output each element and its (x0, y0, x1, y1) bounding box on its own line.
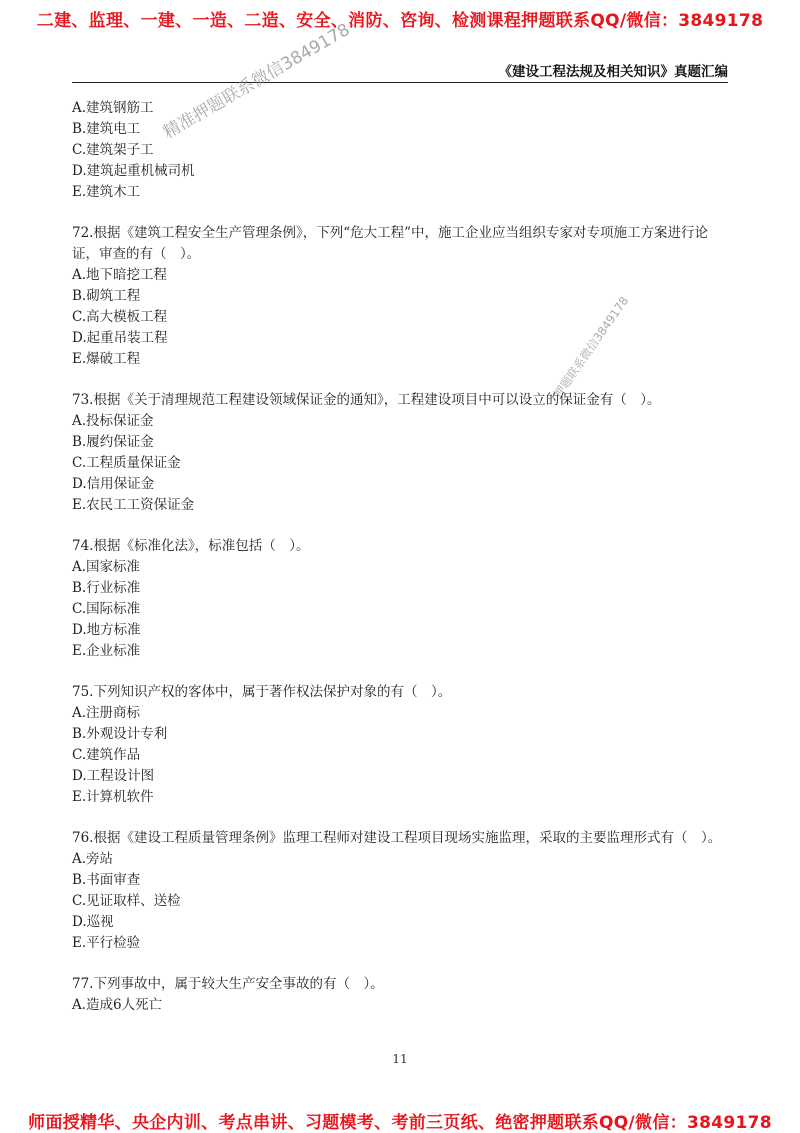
option-b: B.砌筑工程 (72, 288, 141, 304)
option-e: E.平行检验 (72, 935, 141, 951)
option-b: B.外观设计专利 (72, 726, 168, 742)
question-71-options (72, 98, 732, 203)
question-stem: 74.根据《标准化法》，标准包括（ ）。 (72, 538, 310, 554)
option-e: E.建筑木工 (72, 184, 141, 200)
option-a: A.注册商标 (72, 705, 141, 721)
option-c: C.国际标准 (72, 601, 141, 617)
watermark-2: 押题联系微信3849178 (550, 293, 632, 401)
question-72 (72, 223, 732, 370)
option-e: E.计算机软件 (72, 789, 154, 805)
question-stem: 77.下列事故中，属于较大生产安全事故的有（ ）。 (72, 976, 384, 992)
option-e: E.爆破工程 (72, 351, 141, 367)
option-c: C.工程质量保证金 (72, 455, 181, 471)
option-b: B.履约保证金 (72, 434, 154, 450)
question-stem: 73.根据《关于清理规范工程建设领域保证金的通知》，工程建设项目中可以设立的保证金有（ ）。 (72, 392, 661, 408)
option-d: D.起重吊装工程 (72, 330, 168, 346)
bottom-promo-banner: 师面授精华、央企内训、考点串讲、习题模考、考前三页纸、绝密押题联系QQ/微信：3849178 (28, 1113, 772, 1133)
question-77 (72, 974, 732, 1016)
watermark-1: 精准押题联系微信3849178 (160, 19, 354, 144)
option-c: C.建筑架子工 (72, 142, 154, 158)
question-stem: 72.根据《建筑工程安全生产管理条例》，下列“危大工程”中，施工企业应当组织专家对专项施工方案进行论证，审查的有（ ）。 (72, 225, 709, 262)
option-c: C.高大模板工程 (72, 309, 168, 325)
option-e: E.企业标准 (72, 643, 141, 659)
option-e: E.农民工工资保证金 (72, 497, 195, 513)
option-a: A.建筑钢筋工 (72, 100, 154, 116)
question-74 (72, 536, 732, 662)
option-d: D.地方标准 (72, 622, 141, 638)
document-title: 《建设工程法规及相关知识》真题汇编 (498, 64, 728, 80)
question-stem: 76.根据《建设工程质量管理条例》监理工程师对建设工程项目现场实施监理，采取的主要监理形式有（ ）。 (72, 830, 722, 846)
question-stem: 75.下列知识产权的客体中，属于著作权法保护对象的有（ ）。 (72, 684, 452, 700)
question-content (72, 98, 732, 1036)
question-76 (72, 828, 732, 954)
option-d: D.工程设计图 (72, 768, 155, 784)
option-d: D.信用保证金 (72, 476, 155, 492)
option-a: A.造成6人死亡 (72, 997, 163, 1013)
option-a: A.旁站 (72, 851, 114, 867)
top-promo-banner: 二建、监理、一建、一造、二造、安全、消防、咨询、检测课程押题联系QQ/微信：3849178 (36, 11, 764, 31)
option-a: A.投标保证金 (72, 413, 154, 429)
header-rule (72, 82, 728, 83)
page-number: 11 (392, 1052, 408, 1066)
option-c: C.见证取样、送检 (72, 893, 181, 909)
option-a: A.国家标准 (72, 559, 141, 575)
option-c: C.建筑作品 (72, 747, 141, 763)
option-b: B.行业标准 (72, 580, 141, 596)
option-d: D.建筑起重机械司机 (72, 163, 195, 179)
option-d: D.巡视 (72, 914, 114, 930)
question-75 (72, 682, 732, 808)
option-b: B.书面审查 (72, 872, 141, 888)
option-a: A.地下暗挖工程 (72, 267, 168, 283)
question-73 (72, 390, 732, 516)
option-b: B.建筑电工 (72, 121, 141, 137)
